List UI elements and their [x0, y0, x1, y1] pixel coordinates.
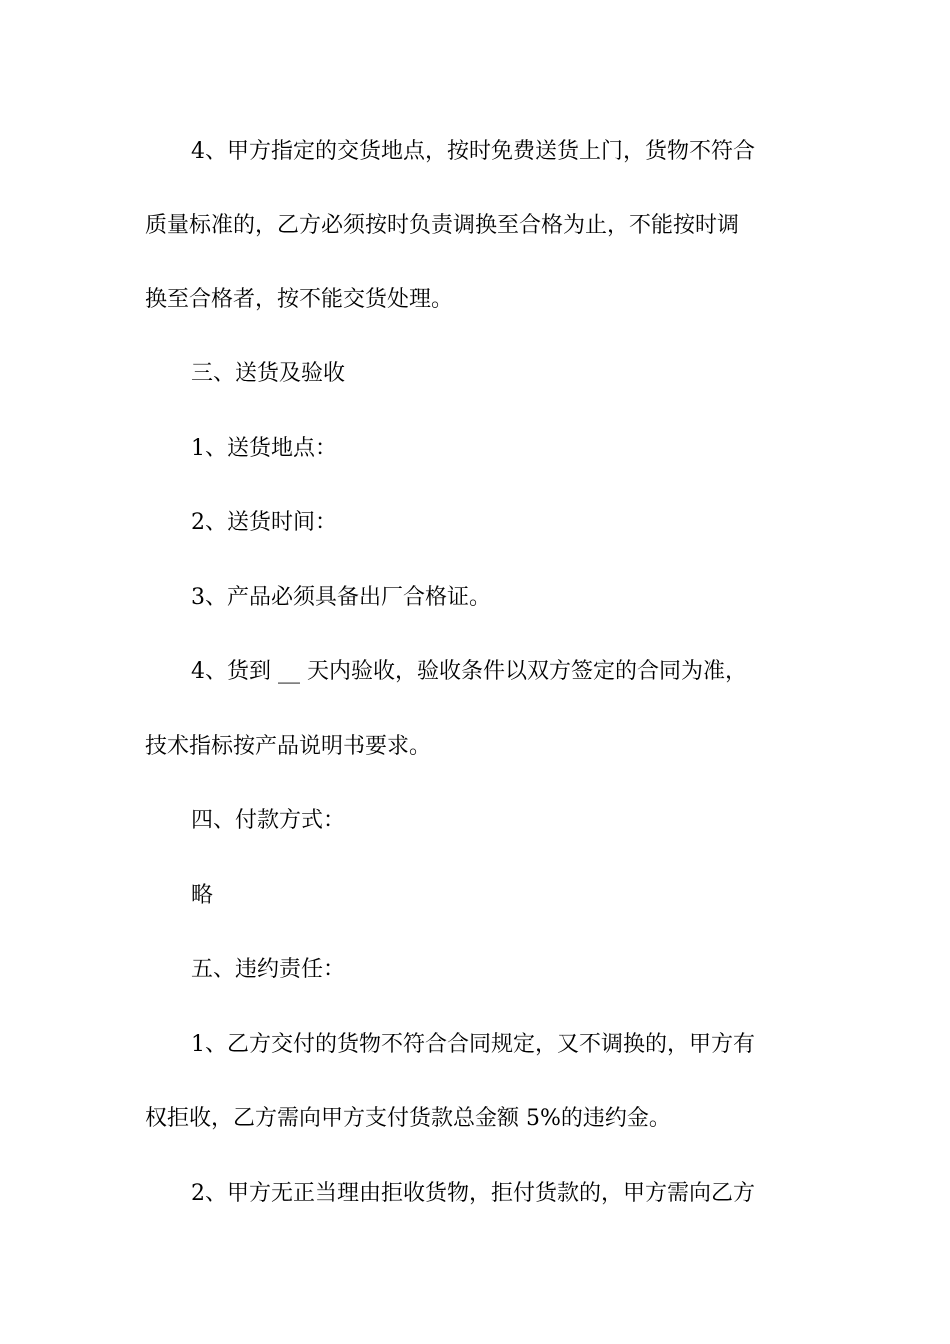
paragraph-line: 技术指标按产品说明书要求。: [145, 734, 432, 759]
paragraph-line: 质量标准的，乙方必须按时负责调换至合格为止，不能按时调: [145, 213, 740, 238]
paragraph-line: 1、送货地点：: [191, 436, 337, 461]
paragraph-line: 1、乙方交付的货物不符合合同规定，又不调换的，甲方有: [191, 1032, 755, 1057]
section-heading: 四、付款方式：: [191, 808, 346, 833]
paragraph-line: 4、货到 __ 天内验收，验收条件以双方签定的合同为准，: [191, 659, 747, 684]
section-heading: 三、送货及验收: [191, 361, 346, 386]
paragraph-line: 略: [191, 883, 214, 908]
paragraph-line: 4、甲方指定的交货地点，按时免费送货上门，货物不符合: [191, 139, 755, 164]
paragraph-line: 3、产品必须具备出厂合格证。: [191, 585, 491, 610]
paragraph-line: 换至合格者，按不能交货处理。: [145, 287, 454, 312]
paragraph-line: 权拒收，乙方需向甲方支付货款总金额 5%的违约金。: [145, 1106, 671, 1131]
section-heading: 五、违约责任：: [191, 957, 346, 982]
paragraph-line: 2、送货时间：: [191, 510, 337, 535]
paragraph-line: 2、甲方无正当理由拒收货物，拒付货款的，甲方需向乙方: [191, 1181, 755, 1206]
